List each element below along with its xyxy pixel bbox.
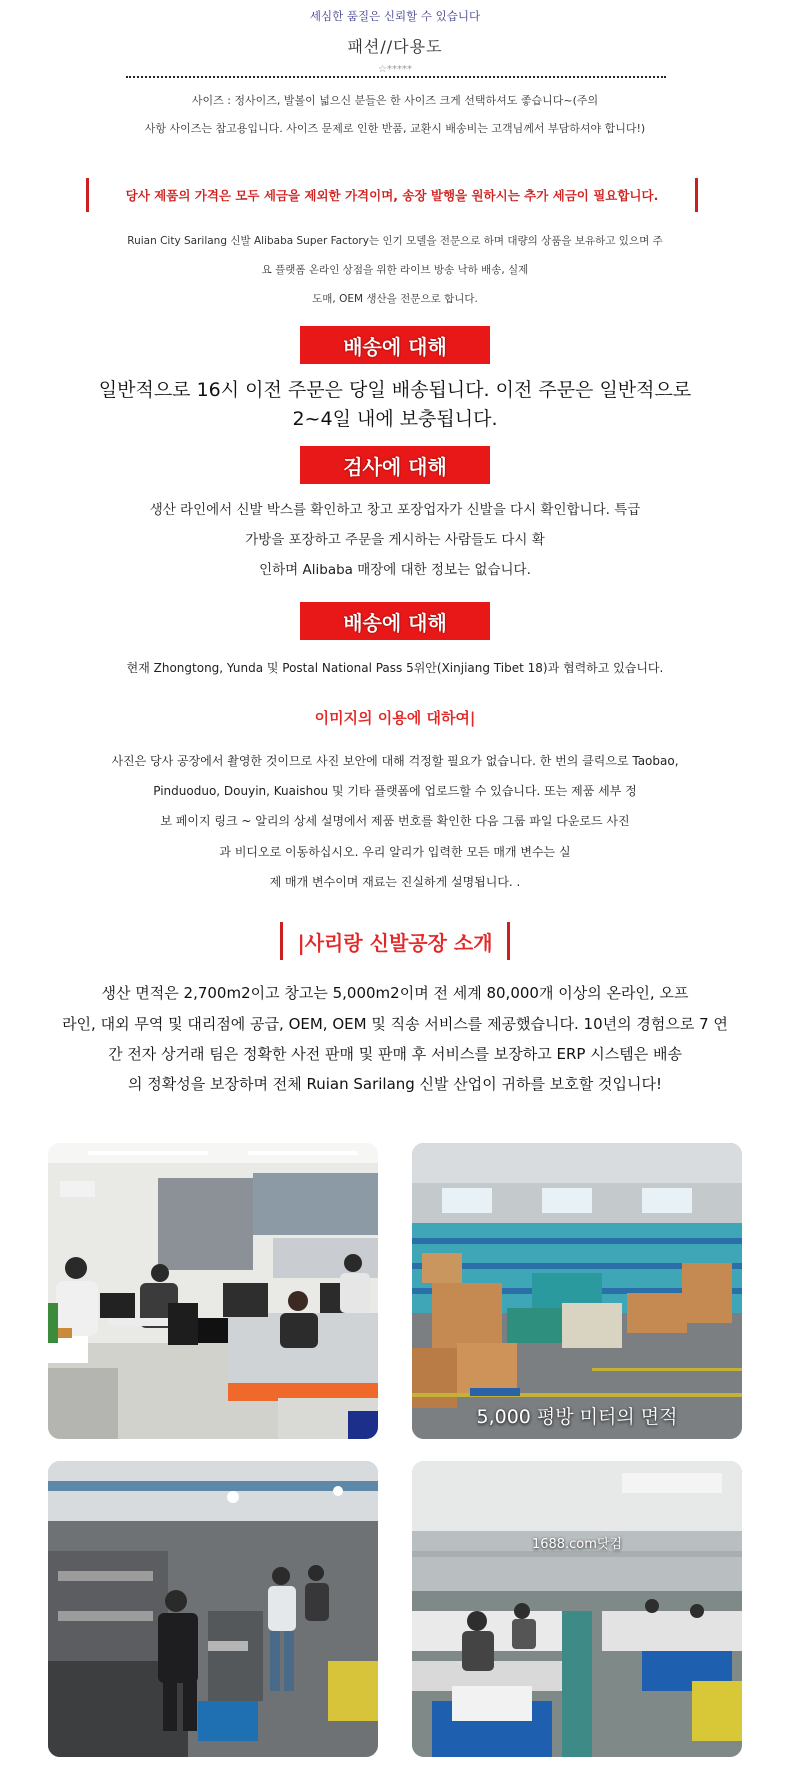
warehouse-caption: 5,000 평방 미터의 면적 <box>476 1406 678 1428</box>
sewing-workshop-photo <box>412 1461 742 1757</box>
shipping-line1: 일반적으로 16시 이전 주문은 당일 배송됩니다. 이전 주문은 일반적으로 <box>98 379 692 401</box>
office-photo <box>48 1143 378 1439</box>
intro-line4: 의 정확성을 보장하며 전체 Ruian Sarilang 신발 산업이 귀하를 보호할 것입니다! <box>128 1075 662 1093</box>
warehouse-photo <box>412 1143 742 1439</box>
inspection-banner <box>300 446 490 484</box>
shipping-title: 배송에 대해 <box>343 334 447 359</box>
delivery-title: 배송에 대해 <box>343 610 447 635</box>
image-use-line5: 제 매개 변수이며 재료는 진실하게 설명됩니다. . <box>269 875 521 889</box>
star-rating: ☆***** <box>378 64 412 75</box>
intro-line3: 간 전자 상거래 팀은 정확한 사전 판매 및 판매 후 서비스를 보장하고 ERP 시스템은 배송 <box>108 1045 682 1063</box>
delivery-banner <box>300 602 490 640</box>
sewing-watermark: 1688.com닷컴 <box>531 1537 623 1552</box>
dotted-divider <box>126 76 666 78</box>
intro-title-box <box>280 922 510 960</box>
intro-line2: 라인, 대외 무역 및 대리점에 공급, OEM, OEM 및 직송 서비스를 제공했습니다. 10년의 경험으로 7 연 <box>62 1015 728 1033</box>
size-note-line2: 사항 사이즈는 참고용입니다. 사이즈 문제로 인한 반품, 교환시 배송비는 고객님께서 부담하셔야 합니다!) <box>144 122 646 135</box>
brand-name: 패션//다용도 <box>347 37 443 56</box>
image-use-line1: 사진은 당사 공장에서 촬영한 것이므로 사진 보안에 대해 걱정할 필요가 없습니다. 한 번의 클릭으로 Taobao, <box>111 754 679 768</box>
image-use-line4: 과 비디오로 이동하십시오. 우리 알리가 입력한 모든 매개 변수는 실 <box>219 845 571 859</box>
tax-notice-box <box>86 178 698 212</box>
inspection-line1: 생산 라인에서 신발 박스를 확인하고 창고 포장업자가 신발을 다시 확인합니다. 특급 <box>149 502 641 518</box>
shipping-banner <box>300 326 490 364</box>
intro-title: |사리랑 신발공장 소개 <box>297 930 493 955</box>
factory-desc-line1: Ruian City Sarilang 신발 Alibaba Super Factory는 인기 모델을 전문으로 하며 대량의 상품을 보유하고 있으며 주 <box>127 235 663 247</box>
production-line-photo <box>48 1461 378 1757</box>
tax-notice-text: 당사 제품의 가격은 모두 세금을 제외한 가격이며, 송장 발행을 원하시는 추가 세금이 필요합니다. <box>125 188 659 203</box>
image-use-title: 이미지의 이용에 대하여| <box>314 709 476 727</box>
inspection-line3: 인하며 Alibaba 매장에 대한 정보는 없습니다. <box>259 562 531 578</box>
inspection-title: 검사에 대해 <box>343 454 447 479</box>
inspection-line2: 가방을 포장하고 주문을 게시하는 사람들도 다시 확 <box>245 532 545 548</box>
factory-desc-line2: 요 플랫폼 온라인 상점을 위한 라이브 방송 낙하 배송, 실제 <box>261 264 529 276</box>
shipping-line2: 2~4일 내에 보충됩니다. <box>292 408 498 430</box>
size-note-line1: 사이즈 : 정사이즈, 발볼이 넓으신 분들은 한 사이즈 크게 선택하셔도 좋습니다~(주의 <box>191 94 599 107</box>
delivery-line1: 현재 Zhongtong, Yunda 및 Postal National Pass 5위안(Xinjiang Tibet 18)과 협력하고 있습니다. <box>126 661 664 675</box>
tagline: 세심한 품질은 신뢰할 수 있습니다 <box>309 9 481 23</box>
image-use-line2: Pinduoduo, Douyin, Kuaishou 및 기타 플랫폼에 업로드할 수 있습니다. 또는 제품 세부 정 <box>153 784 637 798</box>
factory-desc-line3: 도매, OEM 생산을 전문으로 합니다. <box>312 293 478 305</box>
intro-line1: 생산 면적은 2,700m2이고 창고는 5,000m2이며 전 세계 80,000개 이상의 온라인, 오프 <box>101 984 689 1002</box>
image-use-line3: 보 페이지 링크 ~ 알리의 상세 설명에서 제품 번호를 확인한 다음 그룹 파일 다운로드 사진 <box>160 814 630 828</box>
